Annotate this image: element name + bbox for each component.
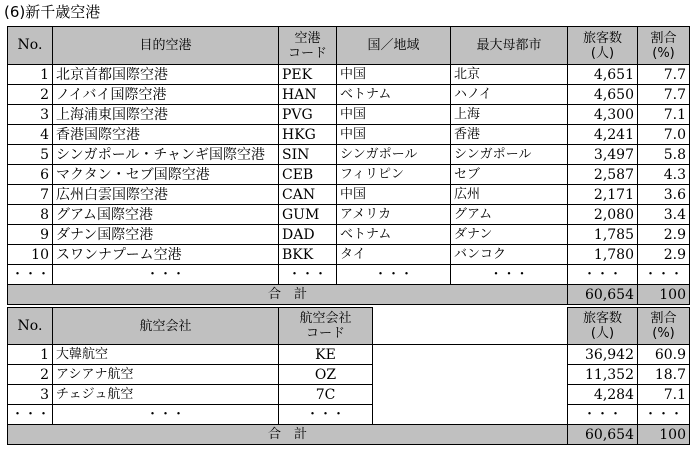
cell-share: 5.8: [638, 145, 690, 165]
cell-city: 広州: [451, 185, 568, 205]
cell-city: バンコク: [451, 245, 568, 265]
cell-city: グアム: [451, 205, 568, 225]
cell-share: 7.7: [638, 65, 690, 85]
cell-city: 香港: [451, 125, 568, 145]
cell-airline: チェジュ航空: [53, 385, 279, 405]
col-header-blank: [373, 308, 568, 345]
cell-no: ・・・: [8, 405, 53, 425]
col-header-passengers: 旅客数 (人): [568, 308, 638, 345]
total-row: [8, 285, 690, 305]
cell-destination: ・・・: [53, 265, 279, 285]
cell-share: 7.1: [638, 105, 690, 125]
cell-airport-code: PEK: [279, 65, 337, 85]
table-row: [8, 145, 690, 165]
table-row: [8, 365, 690, 385]
table-row: [8, 245, 690, 265]
cell-airport-code: BKK: [279, 245, 337, 265]
col-header-share: 割合 (%): [638, 27, 690, 65]
col-header-airport-code: 空港 コード: [279, 27, 337, 65]
cell-destination: スワンナプーム空港: [53, 245, 279, 265]
cell-blank: [373, 405, 568, 425]
cell-city: ハノイ: [451, 85, 568, 105]
cell-destination: 北京首都国際空港: [53, 65, 279, 85]
cell-airport-code: GUM: [279, 205, 337, 225]
cell-airline-code: ・・・: [279, 405, 373, 425]
cell-airline-code: KE: [279, 345, 373, 365]
total-row: [8, 425, 690, 445]
cell-country: フィリピン: [337, 165, 451, 185]
cell-share: 7.1: [638, 385, 690, 405]
cell-airline: 大韓航空: [53, 345, 279, 365]
cell-destination: 上海浦東国際空港: [53, 105, 279, 125]
cell-share: 2.9: [638, 245, 690, 265]
cell-destination: 広州白雲国際空港: [53, 185, 279, 205]
table-row: [8, 65, 690, 85]
cell-airport-code: SIN: [279, 145, 337, 165]
cell-passengers: 2,080: [568, 205, 638, 225]
cell-no: 6: [8, 165, 53, 185]
airlines-table: [7, 307, 690, 445]
cell-share: 3.6: [638, 185, 690, 205]
cell-airline: アシアナ航空: [53, 365, 279, 385]
cell-passengers: 4,651: [568, 65, 638, 85]
cell-city: セブ: [451, 165, 568, 185]
cell-passengers: 2,171: [568, 185, 638, 205]
table-row: [8, 105, 690, 125]
cell-passengers: 4,650: [568, 85, 638, 105]
cell-passengers: 11,352: [568, 365, 638, 385]
table-row: [8, 205, 690, 225]
col-header-airline: 航空会社: [53, 308, 279, 345]
cell-airport-code: DAD: [279, 225, 337, 245]
cell-country: 中国: [337, 125, 451, 145]
total-share: 100: [638, 425, 690, 445]
col-header-airline-code: 航空会社 コード: [279, 308, 373, 345]
cell-passengers: 36,942: [568, 345, 638, 365]
cell-passengers: 3,497: [568, 145, 638, 165]
cell-no: 3: [8, 105, 53, 125]
cell-airline-code: OZ: [279, 365, 373, 385]
col-header-share: 割合 (%): [638, 308, 690, 345]
cell-no: 2: [8, 365, 53, 385]
table-row: [8, 185, 690, 205]
cell-city: 上海: [451, 105, 568, 125]
cell-no: 1: [8, 65, 53, 85]
cell-passengers: 4,284: [568, 385, 638, 405]
cell-country: 中国: [337, 65, 451, 85]
cell-no: 8: [8, 205, 53, 225]
cell-country: ・・・: [337, 265, 451, 285]
cell-no: 4: [8, 125, 53, 145]
col-header-destination: 目的空港: [53, 27, 279, 65]
table-header-row: [8, 308, 690, 345]
cell-airport-code: ・・・: [279, 265, 337, 285]
table-row: [8, 125, 690, 145]
cell-city: ダナン: [451, 225, 568, 245]
cell-blank: [373, 365, 568, 385]
total-passengers: 60,654: [568, 425, 638, 445]
cell-city: シンガポール: [451, 145, 568, 165]
cell-blank: [373, 345, 568, 365]
cell-share: 60.9: [638, 345, 690, 365]
cell-country: 中国: [337, 105, 451, 125]
table-header-row: [8, 27, 690, 65]
cell-no: 7: [8, 185, 53, 205]
cell-blank: [373, 385, 568, 405]
cell-airport-code: CAN: [279, 185, 337, 205]
cell-destination: 香港国際空港: [53, 125, 279, 145]
cell-share: 18.7: [638, 365, 690, 385]
cell-share: 7.0: [638, 125, 690, 145]
cell-no: 10: [8, 245, 53, 265]
col-header-country: 国／地域: [337, 27, 451, 65]
cell-airport-code: HAN: [279, 85, 337, 105]
cell-destination: マクタン・セブ国際空港: [53, 165, 279, 185]
table-row: [8, 225, 690, 245]
cell-passengers: 4,241: [568, 125, 638, 145]
cell-no: 5: [8, 145, 53, 165]
cell-airport-code: HKG: [279, 125, 337, 145]
cell-passengers: ・・・: [568, 265, 638, 285]
table-row: [8, 165, 690, 185]
page-title: (6)新千歳空港: [4, 3, 101, 21]
table-row: [8, 265, 690, 285]
total-share: 100: [638, 285, 690, 305]
col-header-passengers: 旅客数 (人): [568, 27, 638, 65]
col-header-no: No.: [8, 308, 53, 345]
cell-country: ベトナム: [337, 225, 451, 245]
cell-airport-code: PVG: [279, 105, 337, 125]
cell-country: シンガポール: [337, 145, 451, 165]
cell-passengers: 1,785: [568, 225, 638, 245]
cell-country: 中国: [337, 185, 451, 205]
cell-no: 9: [8, 225, 53, 245]
cell-passengers: 1,780: [568, 245, 638, 265]
total-label: 合 計: [8, 285, 568, 305]
cell-no: 2: [8, 85, 53, 105]
cell-share: ・・・: [638, 265, 690, 285]
cell-airline-code: 7C: [279, 385, 373, 405]
table-row: [8, 385, 690, 405]
cell-no: 1: [8, 345, 53, 365]
cell-passengers: ・・・: [568, 405, 638, 425]
total-label: 合 計: [8, 425, 568, 445]
table-row: [8, 85, 690, 105]
col-header-no: No.: [8, 27, 53, 65]
cell-airport-code: CEB: [279, 165, 337, 185]
col-header-city: 最大母都市: [451, 27, 568, 65]
cell-country: アメリカ: [337, 205, 451, 225]
cell-destination: シンガポール・チャンギ国際空港: [53, 145, 279, 165]
cell-destination: ダナン国際空港: [53, 225, 279, 245]
cell-destination: グアム国際空港: [53, 205, 279, 225]
cell-passengers: 2,587: [568, 165, 638, 185]
cell-city: ・・・: [451, 265, 568, 285]
cell-airline: ・・・: [53, 405, 279, 425]
cell-share: 3.4: [638, 205, 690, 225]
cell-destination: ノイバイ国際空港: [53, 85, 279, 105]
cell-share: 7.7: [638, 85, 690, 105]
cell-passengers: 4,300: [568, 105, 638, 125]
cell-country: ベトナム: [337, 85, 451, 105]
cell-share: 4.3: [638, 165, 690, 185]
table-row: [8, 405, 690, 425]
cell-share: 2.9: [638, 225, 690, 245]
cell-no: 3: [8, 385, 53, 405]
total-passengers: 60,654: [568, 285, 638, 305]
table-row: [8, 345, 690, 365]
cell-country: タイ: [337, 245, 451, 265]
destination-airports-table: [7, 26, 690, 305]
cell-share: ・・・: [638, 405, 690, 425]
cell-city: 北京: [451, 65, 568, 85]
cell-no: ・・・: [8, 265, 53, 285]
